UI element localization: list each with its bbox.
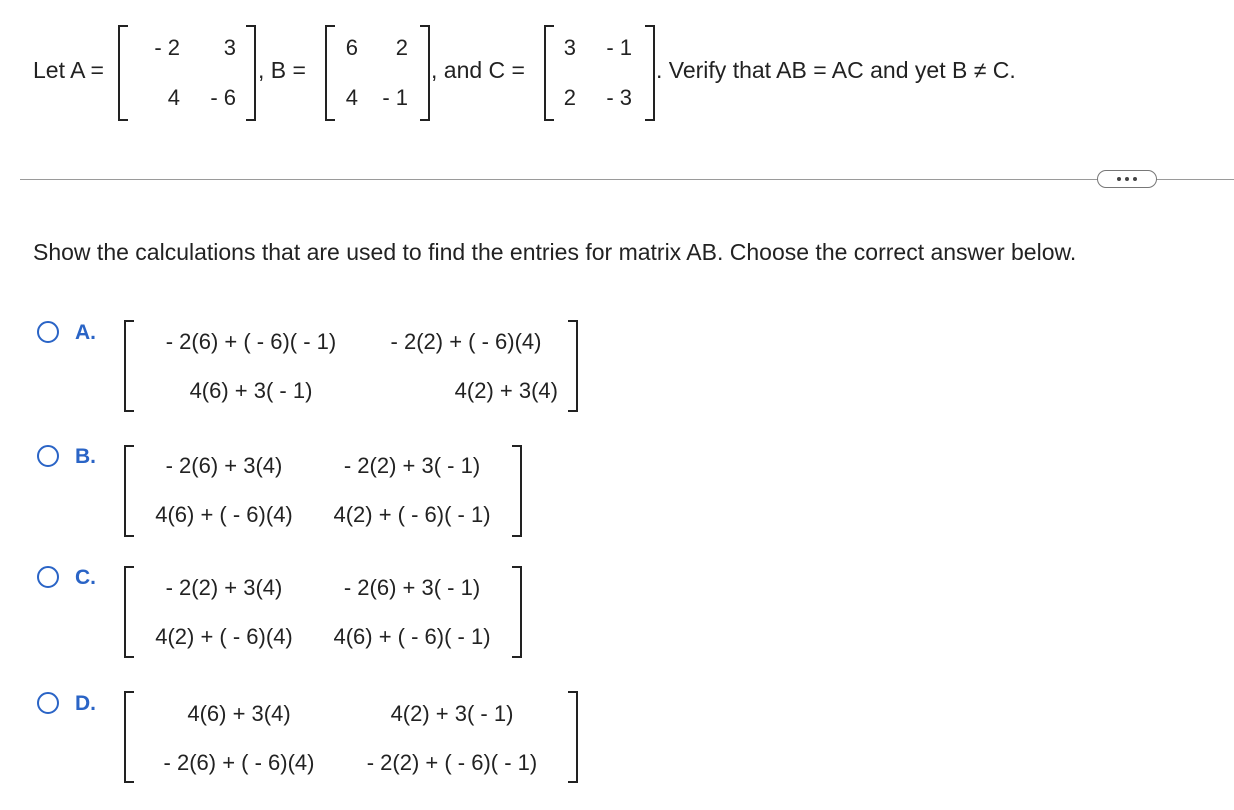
matrix-c-right-bracket bbox=[645, 25, 655, 121]
matrix-b-cell: 4 bbox=[345, 85, 358, 110]
option-d-cell: 4(6) + 3(4) bbox=[187, 701, 291, 726]
option-a-cell: - 2(2) + ( - 6)(4) bbox=[390, 329, 542, 354]
matrix-a-right-bracket bbox=[246, 25, 256, 121]
option-d-cell: - 2(2) + ( - 6)( - 1) bbox=[366, 750, 538, 775]
option-c-cell: - 2(2) + 3(4) bbox=[165, 575, 283, 600]
question-text: Show the calculations that are used to find the entries for matrix AB. Choose the correct answer below. bbox=[33, 239, 1077, 265]
option-c-right-bracket bbox=[512, 566, 522, 658]
let-a-label: Let A = bbox=[33, 57, 104, 83]
matrix-c-cell: - 1 bbox=[606, 35, 632, 60]
option-d-left-bracket bbox=[124, 691, 134, 783]
section-divider bbox=[20, 179, 1234, 180]
matrix-b-cell: - 1 bbox=[382, 85, 408, 110]
matrix-a-cell: 4 bbox=[167, 85, 180, 110]
matrix-b-right-bracket bbox=[420, 25, 430, 121]
option-b-right-bracket bbox=[512, 445, 522, 537]
option-c-cell: - 2(6) + 3( - 1) bbox=[343, 575, 481, 600]
option-a-cell: - 2(6) + ( - 6)( - 1) bbox=[165, 329, 337, 354]
matrix-b-cell: 6 bbox=[345, 35, 358, 60]
and-c-label: , and C = bbox=[431, 57, 525, 83]
option-b-left-bracket bbox=[124, 445, 134, 537]
option-d-cell: 4(2) + 3( - 1) bbox=[390, 701, 514, 726]
radio-unselected-icon[interactable] bbox=[37, 566, 59, 588]
option-letter: B. bbox=[75, 445, 96, 468]
option-c-cell: 4(2) + ( - 6)(4) bbox=[155, 624, 293, 649]
option-b-cell: - 2(6) + 3(4) bbox=[165, 453, 283, 478]
matrix-a-cell: - 2 bbox=[154, 35, 180, 60]
ellipsis-icon bbox=[1117, 177, 1137, 181]
option-b-cell: 4(6) + ( - 6)(4) bbox=[155, 502, 293, 527]
matrix-c-cell: - 3 bbox=[606, 85, 632, 110]
option-c-cell: 4(6) + ( - 6)( - 1) bbox=[333, 624, 491, 649]
option-a-cell: 4(6) + 3( - 1) bbox=[189, 378, 313, 403]
more-button[interactable] bbox=[1097, 170, 1157, 188]
option-letter: C. bbox=[75, 566, 96, 589]
matrix-c-cell: 2 bbox=[563, 85, 576, 110]
option-c-left-bracket bbox=[124, 566, 134, 658]
matrix-a-left-bracket bbox=[118, 25, 128, 121]
option-b-cell: - 2(2) + 3( - 1) bbox=[343, 453, 481, 478]
matrix-b-cell: 2 bbox=[395, 35, 408, 60]
matrix-c-cell: 3 bbox=[563, 35, 576, 60]
option-a-left-bracket bbox=[124, 320, 134, 412]
option-d-cell: - 2(6) + ( - 6)(4) bbox=[163, 750, 315, 775]
option-a-cell: 4(2) + 3(4) bbox=[454, 378, 558, 403]
option-b-cell: 4(2) + ( - 6)( - 1) bbox=[333, 502, 491, 527]
b-label: , B = bbox=[258, 57, 306, 83]
option-letter: D. bbox=[75, 692, 96, 715]
radio-unselected-icon[interactable] bbox=[37, 692, 59, 714]
matrix-a-cell: 3 bbox=[223, 35, 236, 60]
verify-text: . Verify that AB = AC and yet B ≠ C. bbox=[656, 57, 1016, 83]
option-letter: A. bbox=[75, 321, 96, 344]
option-a-right-bracket bbox=[568, 320, 578, 412]
matrix-a-cell: - 6 bbox=[210, 85, 236, 110]
radio-unselected-icon[interactable] bbox=[37, 321, 59, 343]
radio-unselected-icon[interactable] bbox=[37, 445, 59, 467]
option-d-right-bracket bbox=[568, 691, 578, 783]
